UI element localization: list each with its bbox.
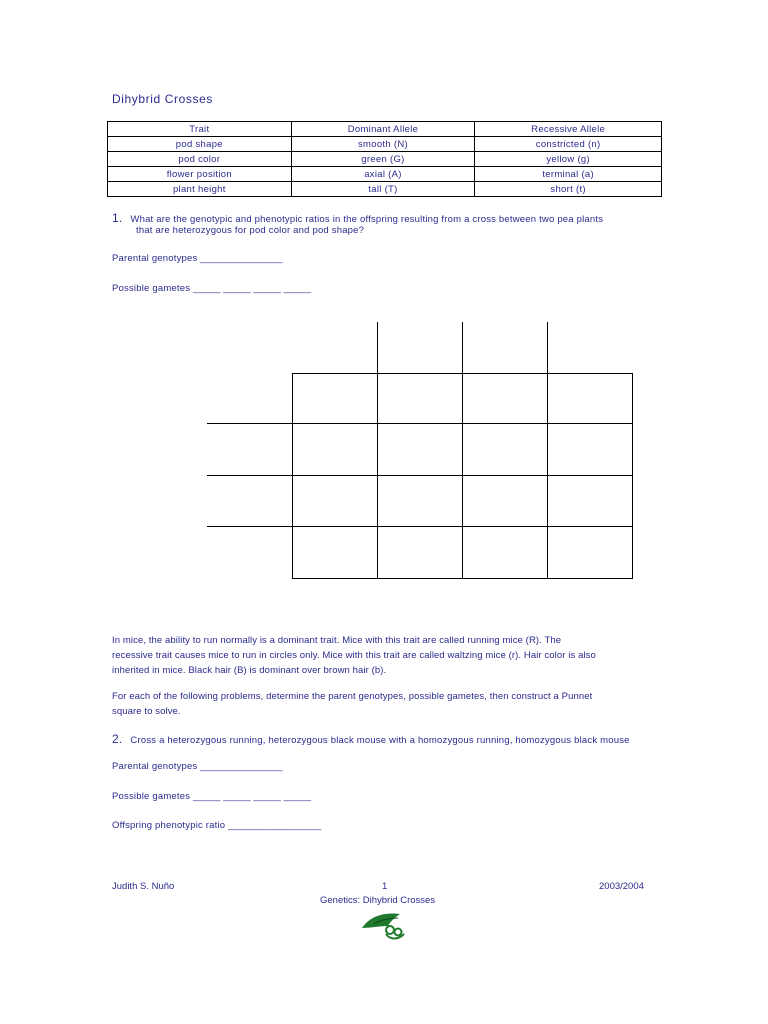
question-text-line1: What are the genotypic and phenotypic ratios in the offspring resulting from a cross between two pea plants (130, 214, 604, 225)
table-row (108, 167, 662, 182)
table-cell: plant height (108, 182, 292, 197)
question-number: 2. (112, 732, 123, 746)
parental-genotypes-field[interactable]: Parental genotypes _______________ (112, 253, 283, 264)
grid-line (292, 373, 633, 374)
question-number: 1. (112, 211, 123, 225)
footer-year: 2003/2004 (599, 881, 644, 892)
table-cell: tall (T) (291, 182, 475, 197)
grid-line (547, 322, 548, 579)
grid-line (207, 526, 633, 527)
question-text: Cross a heterozygous running, heterozygous black mouse with a homozygous running, homozygous black mouse (130, 735, 630, 746)
grid-line (207, 423, 633, 424)
pea-plant-logo-icon (360, 906, 410, 942)
header-recessive: Recessive Allele (475, 122, 662, 137)
table-cell: pod shape (108, 137, 292, 152)
table-header-row (108, 122, 662, 137)
table-cell: terminal (a) (475, 167, 662, 182)
possible-gametes-field[interactable]: Possible gametes _____ _____ _____ _____ (112, 283, 312, 294)
trait-table (107, 121, 662, 197)
grid-line (207, 475, 633, 476)
table-row (108, 137, 662, 152)
grid-line (377, 322, 378, 579)
table-row (108, 152, 662, 167)
table-cell: axial (A) (291, 167, 475, 182)
grid-line (292, 373, 293, 579)
table-row (108, 182, 662, 197)
paragraph-line: inherited in mice. Black hair (B) is dominant over brown hair (b). (112, 665, 387, 676)
grid-line (462, 322, 463, 579)
paragraph-line: For each of the following problems, determine the parent genotypes, possible gametes, then construct a Punnet (112, 691, 593, 702)
paragraph-line: recessive trait causes mice to run in circles only. Mice with this trait are called waltzing mice (r). Hair color is also (112, 650, 596, 661)
footer-subtitle: Genetics: Dihybrid Crosses (320, 895, 436, 906)
question-2 (112, 732, 630, 748)
parental-genotypes-field[interactable]: Parental genotypes _______________ (112, 761, 283, 772)
grid-line (292, 578, 633, 579)
table-cell: constricted (n) (475, 137, 662, 152)
table-cell: smooth (N) (291, 137, 475, 152)
grid-line (632, 373, 633, 579)
question-text-line2: that are heterozygous for pod color and pod shape? (136, 225, 365, 236)
header-trait: Trait (108, 122, 292, 137)
possible-gametes-field[interactable]: Possible gametes _____ _____ _____ _____ (112, 791, 312, 802)
table-cell: green (G) (291, 152, 475, 167)
paragraph-line: In mice, the ability to run normally is a dominant trait. Mice with this trait are called running mice (R). The (112, 635, 562, 646)
mice-paragraph (112, 633, 657, 678)
instructions-paragraph (112, 689, 657, 719)
footer-author: Judith S. Nuño (112, 881, 175, 892)
table-cell: yellow (g) (475, 152, 662, 167)
paragraph-line: square to solve. (112, 706, 181, 717)
header-dominant: Dominant Allele (291, 122, 475, 137)
table-cell: flower position (108, 167, 292, 182)
footer-page-number: 1 (382, 881, 388, 892)
table-cell: short (t) (475, 182, 662, 197)
offspring-ratio-field[interactable]: Offspring phenotypic ratio _________________ (112, 820, 322, 831)
table-cell: pod color (108, 152, 292, 167)
page-title: Dihybrid Crosses (112, 92, 213, 106)
